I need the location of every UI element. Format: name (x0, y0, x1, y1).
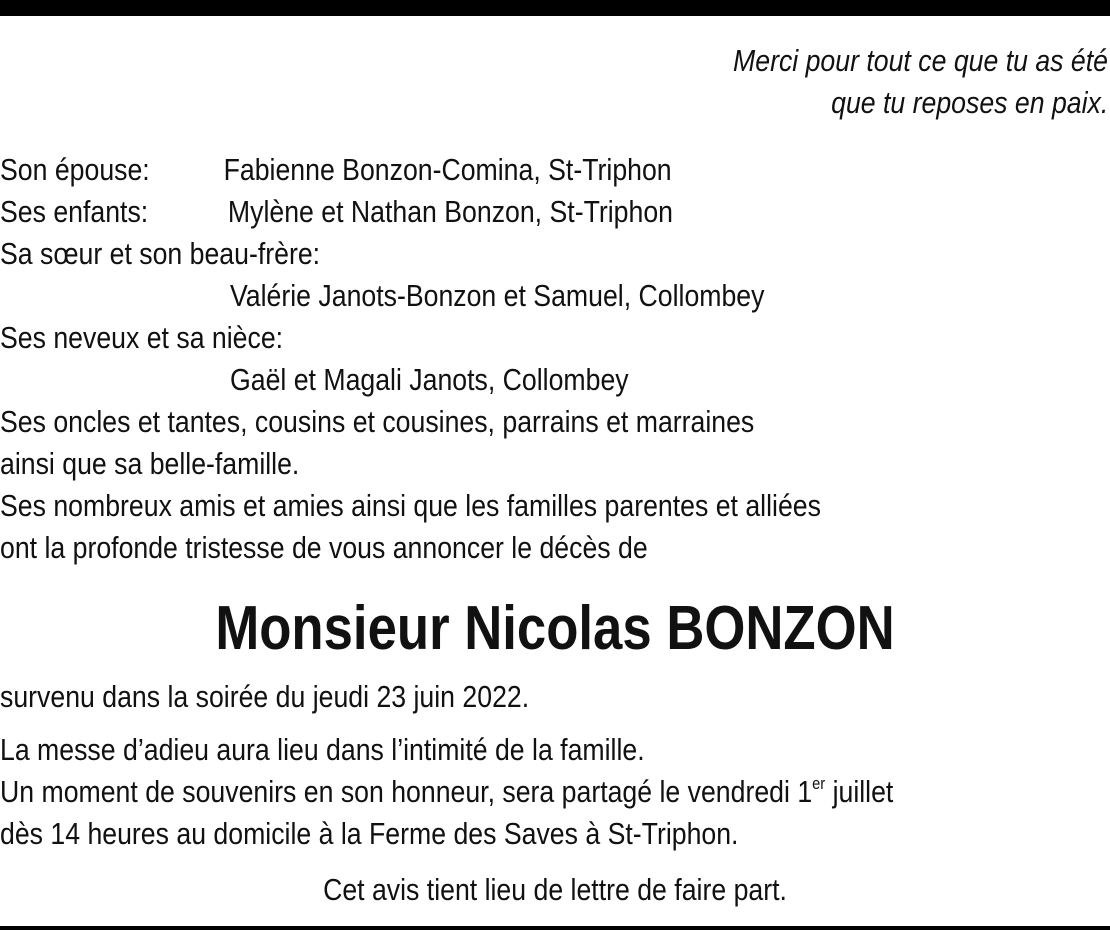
bottom-border (0, 926, 1110, 930)
moment-line-sup: er (812, 774, 826, 793)
spouse-label: Son épouse: (0, 152, 150, 187)
epigraph-line-1: Merci pour tout ce que tu as été (733, 43, 1108, 78)
nephews-label: Ses neveux et sa nièce: (0, 320, 284, 355)
relatives-line-2: ainsi que sa belle-famille. (0, 446, 300, 481)
spouse-row (0, 150, 672, 190)
location-line: dès 14 heures au domicile à la Ferme des Saves à St-Triphon. (0, 816, 739, 851)
deceased-name: Monsieur Nicolas BONZON (215, 594, 895, 663)
nephews-value: Gaël et Magali Janots, Collombey (230, 362, 629, 397)
children-value: Mylène et Nathan Bonzon, St-Triphon (227, 194, 673, 229)
spouse-value: Fabienne Bonzon-Comina, St-Triphon (223, 152, 672, 187)
closing-note: Cet avis tient lieu de lettre de faire part. (323, 872, 787, 907)
sister-label: Sa sœur et son beau-frère: (0, 236, 321, 271)
mass-line: La messe d’adieu aura lieu dans l’intimité de la famille. (0, 732, 645, 767)
sister-value: Valérie Janots-Bonzon et Samuel, Collombey (230, 278, 765, 313)
children-label: Ses enfants: (0, 194, 149, 229)
moment-line (0, 772, 893, 812)
relatives-line-1: Ses oncles et tantes, cousins et cousines, parrains et marraines (0, 404, 755, 439)
moment-line-start: Un moment de souvenirs en son honneur, sera partagé le vendredi 1 (0, 774, 813, 809)
moment-line-end: juillet (825, 774, 894, 809)
epigraph-line-2: que tu reposes en paix. (830, 85, 1108, 120)
top-border (0, 0, 1110, 16)
announce-line: ont la profonde tristesse de vous annoncer le décès de (0, 530, 648, 565)
death-date-line: survenu dans la soirée du jeudi 23 juin 2022. (0, 679, 530, 714)
children-row (0, 192, 673, 232)
friends-line: Ses nombreux amis et amies ainsi que les familles parentes et alliées (0, 488, 821, 523)
